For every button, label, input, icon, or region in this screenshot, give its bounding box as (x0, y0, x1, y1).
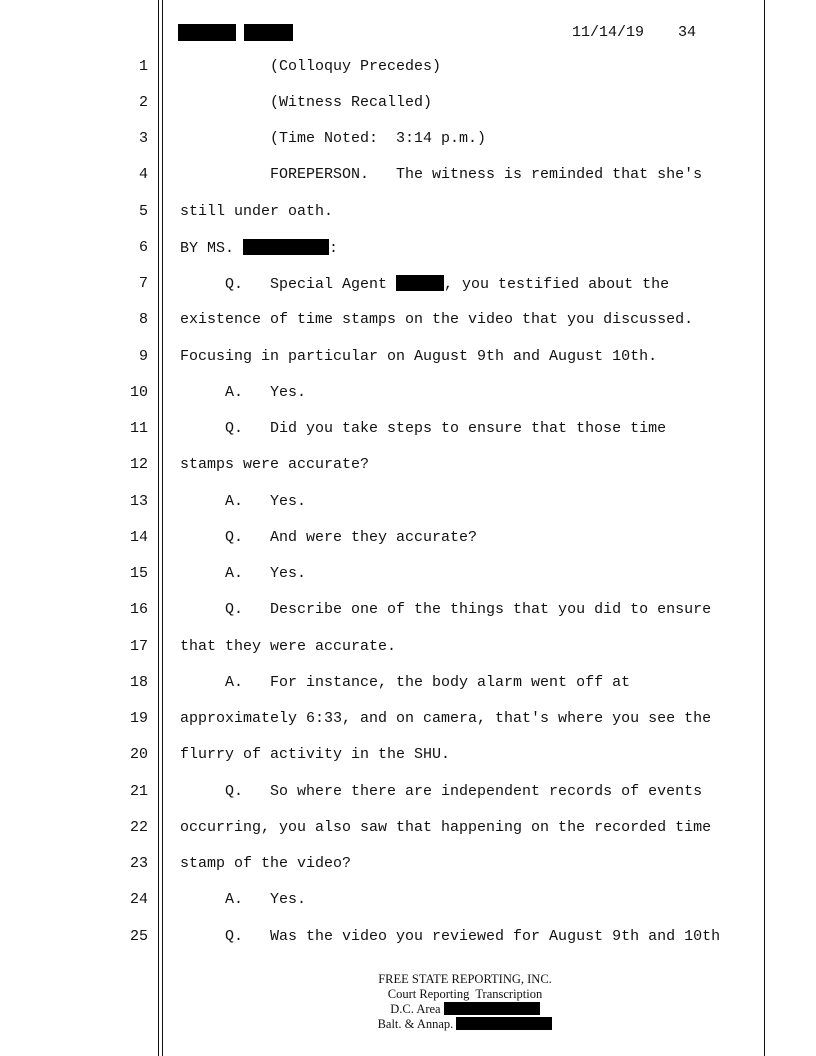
line-number: 17 (129, 638, 148, 655)
line-number: 9 (138, 348, 148, 365)
line-number: 10 (129, 384, 148, 401)
name-redaction (243, 239, 329, 255)
line-text (180, 565, 306, 582)
line-number: 18 (129, 674, 148, 691)
line-text (180, 94, 432, 111)
line-text (180, 348, 657, 365)
transcript-line (0, 130, 816, 150)
line-number: 25 (129, 928, 148, 945)
page-number: 34 (678, 24, 697, 41)
line-text (180, 819, 711, 836)
footer-balt (300, 1017, 630, 1032)
transcript-line (0, 493, 816, 513)
line-text-segment: (Time Noted: 3:14 p.m.) (180, 130, 487, 147)
line-text-segment: approximately 6:33, and on camera, that's where you see the (180, 710, 712, 727)
line-text-segment: FOREPERSON. The witness is reminded that she's (180, 166, 703, 183)
line-number: 3 (138, 130, 148, 147)
line-text (180, 384, 306, 401)
line-text (180, 456, 369, 473)
line-text (180, 855, 351, 872)
transcript-line (0, 783, 816, 803)
line-text-segment: that they were accurate. (180, 638, 397, 655)
line-text (180, 674, 630, 691)
line-text-segment: occurring, you also saw that happening on the recorded time (180, 819, 712, 836)
line-text-segment: : (329, 240, 339, 257)
transcript-line (0, 348, 816, 368)
transcript-line (0, 311, 816, 331)
transcript-line (0, 58, 816, 78)
line-text-segment: , you testified about the (444, 276, 670, 293)
transcript-line (0, 420, 816, 440)
transcript-line (0, 928, 816, 948)
footer-balt-label: Balt. & Annap. (377, 1017, 457, 1031)
line-number: 15 (129, 565, 148, 582)
line-text-segment: Focusing in particular on August 9th and August 10th. (180, 348, 658, 365)
transcript-line (0, 674, 816, 694)
line-text (180, 529, 477, 546)
line-number: 13 (129, 493, 148, 510)
transcript-line (0, 239, 816, 259)
header-redaction-1 (178, 24, 236, 41)
line-text-segment: A. Yes. (180, 891, 307, 908)
line-text-segment: A. Yes. (180, 493, 307, 510)
line-number: 22 (129, 819, 148, 836)
line-text (180, 638, 396, 655)
footer-dc-area (300, 1002, 630, 1017)
transcript-line (0, 638, 816, 658)
line-number: 19 (129, 710, 148, 727)
footer-redaction-dc (444, 1002, 540, 1015)
transcript-line (0, 275, 816, 295)
transcript-line (0, 203, 816, 223)
line-number: 16 (129, 601, 148, 618)
line-number: 1 (138, 58, 148, 75)
line-text (180, 239, 338, 257)
line-text (180, 420, 666, 437)
line-text-segment: BY MS. (180, 240, 244, 257)
transcript-line (0, 94, 816, 114)
footer-redaction-balt (456, 1017, 552, 1030)
line-number: 11 (129, 420, 148, 437)
footer-dc-label: D.C. Area (390, 1002, 444, 1016)
transcript-line (0, 746, 816, 766)
line-number: 8 (138, 311, 148, 328)
transcript-line (0, 529, 816, 549)
line-text (180, 710, 711, 727)
transcript-line (0, 601, 816, 621)
line-text (180, 130, 486, 147)
transcript-line (0, 891, 816, 911)
line-text-segment: Q. Describe one of the things that you did to ensure (180, 601, 712, 618)
line-text (180, 891, 306, 908)
line-text-segment: Q. So where there are independent records of events (180, 783, 703, 800)
line-text (180, 783, 702, 800)
transcript-line (0, 384, 816, 404)
line-text-segment: Q. Did you take steps to ensure that those time (180, 420, 667, 437)
line-number: 2 (138, 94, 148, 111)
header-redaction-2 (244, 24, 293, 41)
line-number: 5 (138, 203, 148, 220)
line-number: 21 (129, 783, 148, 800)
footer-company: FREE STATE REPORTING, INC. (378, 972, 552, 986)
name-redaction (396, 275, 444, 291)
transcript-line (0, 166, 816, 186)
transcript-line (0, 456, 816, 476)
line-number: 4 (138, 166, 148, 183)
line-text (180, 493, 306, 510)
line-number: 6 (138, 239, 148, 256)
line-number: 12 (129, 456, 148, 473)
line-text-segment: stamps were accurate? (180, 456, 370, 473)
line-number: 24 (129, 891, 148, 908)
line-text-segment: (Witness Recalled) (180, 94, 433, 111)
line-text-segment: A. For instance, the body alarm went off at (180, 674, 631, 691)
line-text (180, 746, 450, 763)
line-text-segment: flurry of activity in the SHU. (180, 746, 451, 763)
line-text-segment: existence of time stamps on the video that you discussed. (180, 311, 694, 328)
footer-services: Court Reporting Transcription (387, 987, 543, 1001)
line-text (180, 203, 333, 220)
transcript-line (0, 710, 816, 730)
line-text (180, 275, 669, 293)
line-number: 23 (129, 855, 148, 872)
line-text-segment: still under oath. (180, 203, 334, 220)
transcript-line (0, 565, 816, 585)
line-text (180, 311, 693, 328)
line-text-segment: Q. And were they accurate? (180, 529, 478, 546)
line-text (180, 166, 702, 183)
transcript-line (0, 819, 816, 839)
line-text (180, 601, 711, 618)
header-date: 11/14/19 (572, 24, 645, 41)
line-text-segment: A. Yes. (180, 384, 307, 401)
line-text-segment: Q. Was the video you reviewed for August 9th and 10th (180, 928, 721, 945)
line-text (180, 928, 720, 945)
line-number: 20 (129, 746, 148, 763)
line-text-segment: Q. Special Agent (180, 276, 397, 293)
line-number: 7 (138, 275, 148, 292)
line-text-segment: (Colloquy Precedes) (180, 58, 442, 75)
line-number: 14 (129, 529, 148, 546)
transcript-line (0, 855, 816, 875)
line-text-segment: A. Yes. (180, 565, 307, 582)
line-text (180, 58, 441, 75)
line-text-segment: stamp of the video? (180, 855, 352, 872)
footer (300, 972, 630, 1032)
